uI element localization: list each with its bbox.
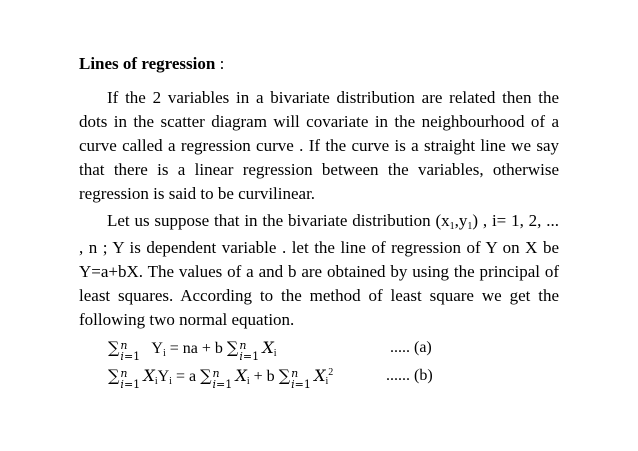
summation-lower-limit: i=1 (120, 350, 141, 363)
summation-symbol: ∑ (108, 338, 120, 357)
summation-limits (119, 337, 143, 363)
equation-label-b: ...... (b) (386, 367, 433, 384)
summation-limits: n i=1 (212, 367, 233, 391)
eq-a-lhs: Y (151, 340, 163, 357)
eq-b-plus: + b (249, 368, 279, 385)
eq-a-lhs-sub: i (162, 348, 166, 359)
eq-b-term1-sub: i (246, 376, 250, 387)
paragraph-least-squares (79, 209, 559, 332)
paragraph-1-text: If the 2 variables in a bivariate distribution are related then the dots in the scatter diagram will covariate in the neighbourhood of a curve called a regression curve . If the curve is a straight line we say that there is a linear regression between the variables, otherwise regression is said to be curvilinear. (79, 88, 559, 203)
eq-b-term2-var: X (314, 366, 326, 385)
subscript-x1: 1 (449, 221, 455, 232)
summation-limits: n i=1 (291, 367, 311, 391)
normal-equation-b (108, 365, 433, 391)
summation-symbol: ∑ (226, 338, 239, 357)
section-heading (79, 53, 224, 75)
summation-symbol: ∑ (278, 366, 291, 385)
eq-a-rhs-var: X (262, 338, 274, 357)
summation-limits: n i=1 (120, 367, 141, 391)
summation-symbol: ∑ (200, 366, 212, 385)
equation-label-a: ..... (a) (390, 339, 432, 356)
eq-b-lhs-x: X (143, 366, 155, 385)
normal-equation-a (108, 337, 432, 363)
paragraph-2-text-after: ) , i= 1, 2, ... , n ; Y is dependent variable . let the line of regression of Y on X be Y=a+bX. The values of a and b are obtained by using the principal of least squares. According to the method of least square we get the following two normal equation. (79, 211, 559, 329)
eq-a-mid: = na + b (165, 340, 227, 357)
paragraph-2-text-before: Let us suppose that in the bivariate distribution (x (107, 211, 450, 230)
eq-a-rhs-sub: i (273, 348, 277, 359)
eq-b-lhs-y-sub: i (169, 376, 172, 387)
subscript-y1: 1 (467, 221, 473, 232)
summation-limits: n i=1 (239, 339, 260, 363)
eq-b-term2-sup: 2 (328, 367, 334, 378)
eq-b-term1-var: X (235, 366, 247, 385)
summation-upper-limit: n (120, 339, 128, 352)
eq-b-lhs-y: Y (157, 368, 170, 385)
eq-b-lhs-x-sub: i (154, 376, 158, 387)
paragraph-regression-curve (79, 86, 559, 206)
eq-b-mid: = a (171, 368, 201, 385)
heading-title: Lines of regression (79, 54, 216, 73)
heading-suffix: : (215, 54, 225, 73)
summation-symbol: ∑ (108, 366, 120, 385)
eq-b-term2-sub: i (325, 376, 329, 387)
paragraph-2-comma: ,y (454, 211, 468, 230)
